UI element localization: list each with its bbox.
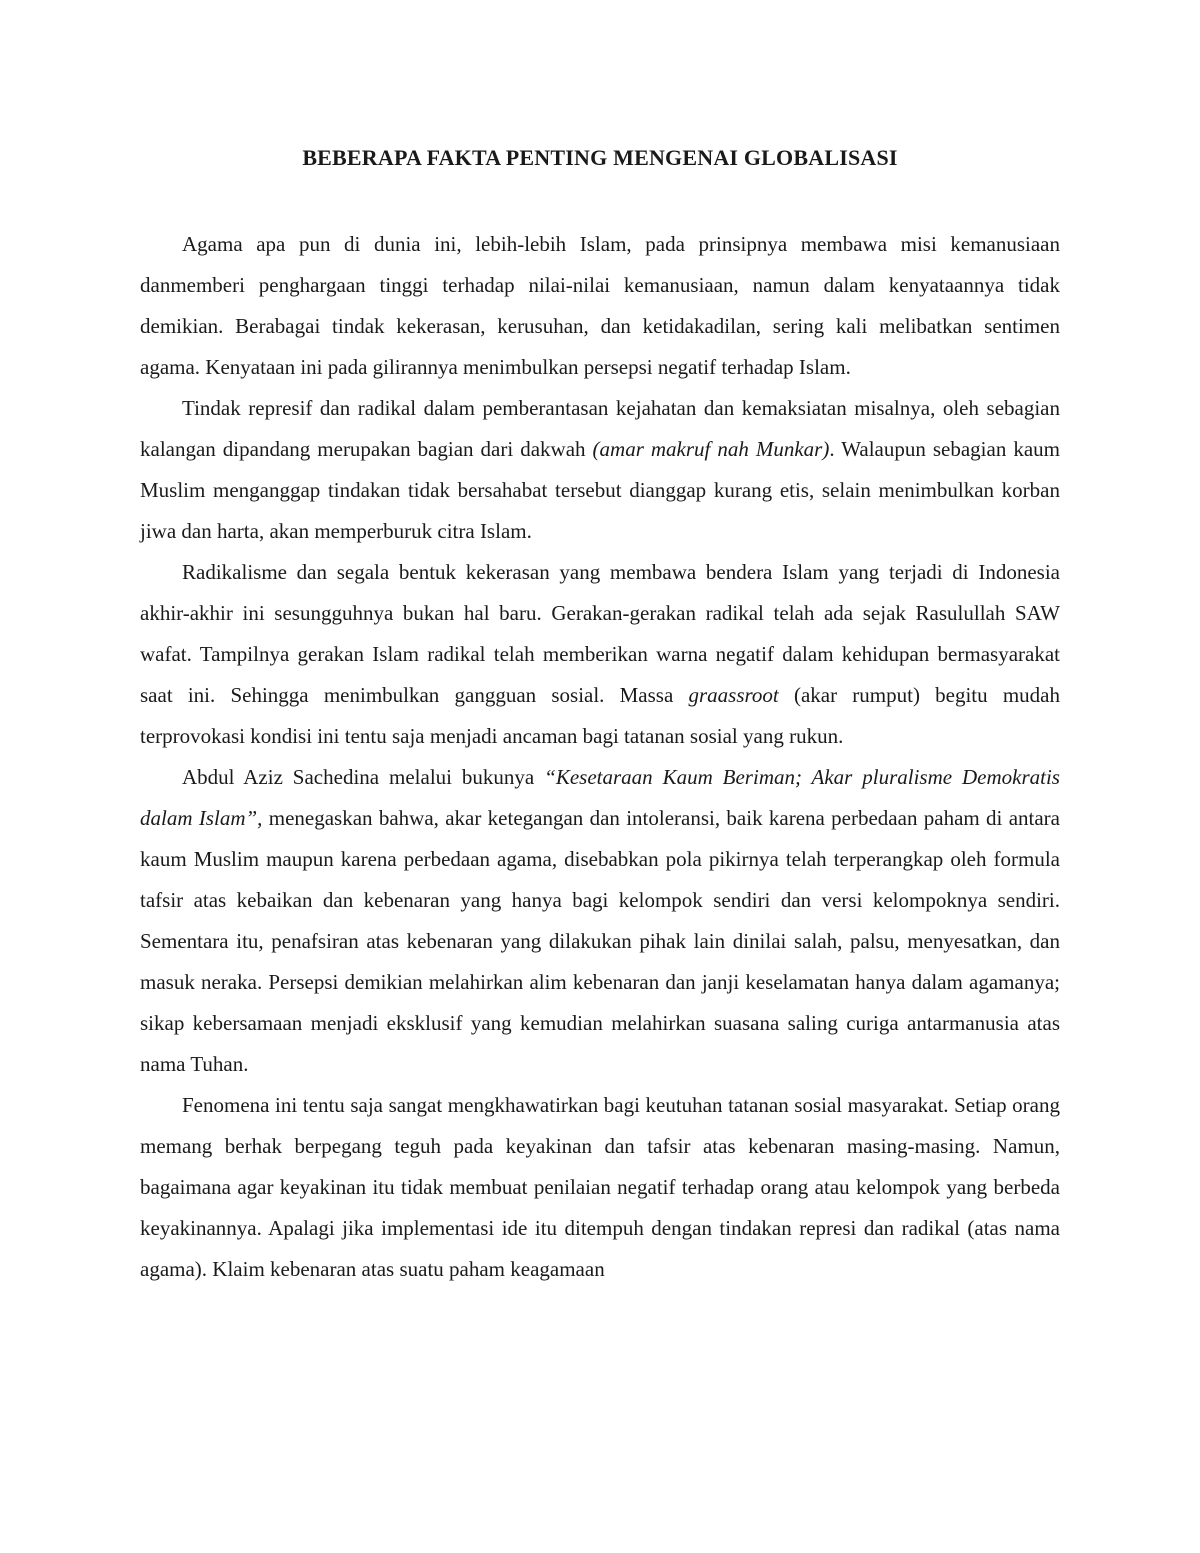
paragraph bbox=[140, 1085, 1060, 1290]
italic-text: (amar makruf nah Munkar) bbox=[592, 437, 830, 461]
italic-text: “Kesetaraan Kaum Beriman; Akar pluralisme Demokratis dalam Islam”, bbox=[140, 765, 1060, 830]
paragraph-text: Tindak represif dan radikal dalam pemberantasan kejahatan dan kemaksiatan misalnya, oleh sebagian kalangan dipandang merupakan bagian dari dakwah bbox=[140, 396, 1060, 461]
document-body bbox=[140, 224, 1060, 1290]
paragraph bbox=[140, 552, 1060, 757]
paragraph-text: (akar rumput) begitu mudah terprovokasi kondisi ini tentu saja menjadi ancaman bagi tatanan sosial yang rukun. bbox=[140, 683, 1060, 748]
paragraph-text: Radikalisme dan segala bentuk kekerasan yang membawa bendera Islam yang terjadi di Indonesia akhir-akhir ini sesungguhnya bukan hal baru. Gerakan-gerakan radikal telah ada sejak Rasulullah SAW wafat. Tampilnya gerakan Islam radikal telah memberikan warna negatif dalam kehidupan bermasyarakat saat ini. Sehingga menimbulkan gangguan sosial. Massa bbox=[140, 560, 1060, 707]
paragraph-text: Fenomena ini tentu saja sangat mengkhawatirkan bagi keutuhan tatanan sosial masyarakat. Setiap orang memang berhak berpegang teguh pada keyakinan dan tafsir atas kebenaran masing-masing. Namun, bagaimana agar keyakinan itu tidak membuat penilaian negatif terhadap orang atau kelompok yang berbeda keyakinannya. Apalagi jika implementasi ide itu ditempuh dengan tindakan represi dan radikal (atas nama agama). Klaim kebenaran atas suatu paham keagamaan bbox=[140, 1093, 1060, 1281]
paragraph-text: Agama apa pun di dunia ini, lebih-lebih Islam, pada prinsipnya membawa misi kemanusiaan danmemberi penghargaan tinggi terhadap nilai-nilai kemanusiaan, namun dalam kenyataannya tidak demikian. Berabagai tindak kekerasan, kerusuhan, dan ketidakadilan, sering kali melibatkan sentimen agama. Kenyataan ini pada gilirannya menimbulkan persepsi negatif terhadap Islam. bbox=[140, 232, 1060, 379]
paragraph-text: . Walaupun sebagian kaum Muslim menganggap tindakan tidak bersahabat tersebut dianggap kurang etis, selain menimbulkan korban jiwa dan harta, akan memperburuk citra Islam. bbox=[140, 437, 1060, 543]
paragraph bbox=[140, 224, 1060, 388]
document-title: BEBERAPA FAKTA PENTING MENGENAI GLOBALISASI bbox=[302, 145, 898, 170]
paragraph bbox=[140, 757, 1060, 1085]
paragraph-text: menegaskan bahwa, akar ketegangan dan intoleransi, baik karena perbedaan paham di antara kaum Muslim maupun karena perbedaan agama, disebabkan pola pikirnya telah terperangkap oleh formula tafsir atas kebaikan dan kebenaran yang hanya bagi kelompok sendiri dan versi kelompoknya sendiri. Sementara itu, penafsiran atas kebenaran yang dilakukan pihak lain dinilai salah, palsu, menyesatkan, dan masuk neraka. Persepsi demikian melahirkan alim kebenaran dan janji keselamatan hanya dalam agamanya; sikap kebersamaan menjadi eksklusif yang kemudian melahirkan suasana saling curiga antarmanusia atas nama Tuhan. bbox=[140, 806, 1060, 1076]
paragraph-text: Abdul Aziz Sachedina melalui bukunya bbox=[182, 765, 545, 789]
italic-text: graassroot bbox=[688, 683, 779, 707]
paragraph bbox=[140, 388, 1060, 552]
